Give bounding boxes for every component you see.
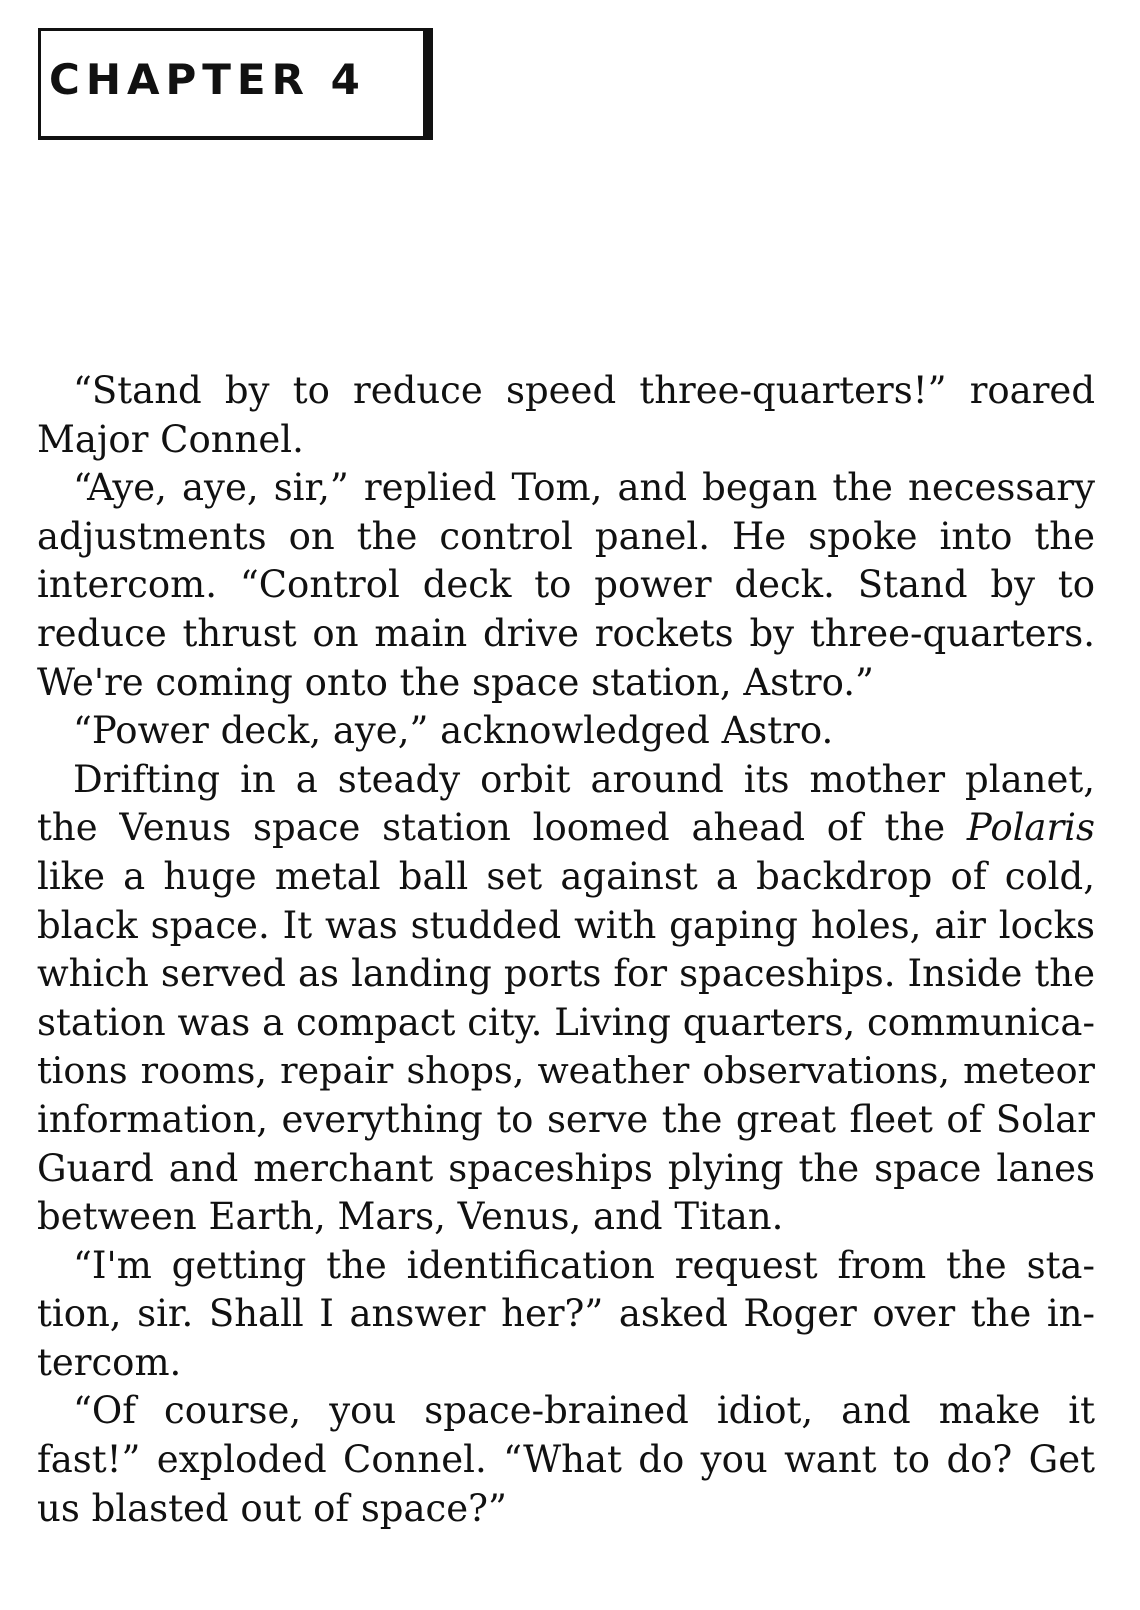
text-line bbox=[37, 1047, 1095, 1096]
text-line bbox=[37, 999, 1095, 1048]
text-line-content: which served as landing ports for spaceships. Inside the bbox=[37, 952, 1095, 996]
text-line-content: “Of course, you space-brained idiot, and make it bbox=[73, 1389, 1095, 1433]
text-line bbox=[37, 853, 1095, 902]
text-line-content: “Aye, aye, sir,” replied Tom, and began the necessary bbox=[73, 466, 1095, 510]
text-line bbox=[37, 367, 1095, 416]
italic-ship-name: Polaris bbox=[966, 806, 1095, 850]
chapter-title: CHAPTER 4 bbox=[49, 55, 366, 104]
text-line bbox=[37, 950, 1095, 999]
text-line bbox=[37, 610, 1095, 659]
text-line bbox=[37, 1485, 1095, 1534]
text-line bbox=[37, 464, 1095, 513]
text-line-content: Major Connel. bbox=[37, 417, 304, 461]
text-line bbox=[37, 416, 1095, 465]
text-line bbox=[37, 902, 1095, 951]
text-line bbox=[37, 561, 1095, 610]
text-line-content: Guard and merchant spaceships plying the space lanes bbox=[37, 1146, 1095, 1190]
text-line-content: Drifting in a steady orbit around its mother planet, bbox=[73, 757, 1095, 801]
text-line-content: station was a compact city. Living quarters, communica- bbox=[37, 1000, 1095, 1044]
text-line bbox=[37, 804, 1095, 853]
text-line-content: like a huge metal ball set against a backdrop of cold, bbox=[37, 854, 1095, 898]
text-line-content: “Stand by to reduce speed three-quarters!” roared bbox=[73, 369, 1095, 412]
text-line-content: fast!” exploded Connel. “What do you want to do? Get bbox=[37, 1438, 1095, 1482]
chapter-heading-box bbox=[38, 28, 433, 140]
text-line-content: between Earth, Mars, Venus, and Titan. bbox=[37, 1195, 784, 1239]
text-line-content: reduce thrust on main drive rockets by three-quarters. bbox=[37, 611, 1095, 655]
text-line-content: “I'm getting the identification request from the sta- bbox=[73, 1243, 1095, 1287]
text-line-content: “Power deck, aye,” acknowledged Astro. bbox=[73, 709, 834, 753]
text-line-content: the Venus space station loomed ahead of the bbox=[37, 806, 967, 850]
text-line-content: information, everything to serve the great fleet of Solar bbox=[37, 1097, 1095, 1141]
text-line bbox=[37, 1145, 1095, 1194]
text-line bbox=[37, 1387, 1095, 1436]
text-line bbox=[37, 1436, 1095, 1485]
text-line bbox=[37, 707, 1095, 756]
text-line bbox=[37, 756, 1095, 805]
text-line bbox=[37, 513, 1095, 562]
text-line-content: We're coming onto the space station, Astro.” bbox=[37, 660, 874, 704]
text-line-content: tercom. bbox=[37, 1340, 182, 1384]
text-line bbox=[37, 1242, 1095, 1291]
text-line-content: us blasted out of space?” bbox=[37, 1486, 507, 1530]
text-line bbox=[37, 1290, 1095, 1339]
text-line bbox=[37, 659, 1095, 708]
chapter-body-text bbox=[37, 367, 1095, 1533]
text-line-content: tions rooms, repair shops, weather observations, meteor bbox=[37, 1049, 1095, 1093]
text-line-content: tion, sir. Shall I answer her?” asked Roger over the in- bbox=[37, 1292, 1095, 1336]
text-line-content: adjustments on the control panel. He spoke into the bbox=[37, 514, 1095, 558]
text-line bbox=[37, 1193, 1095, 1242]
text-line-content: intercom. “Control deck to power deck. Stand by to bbox=[37, 563, 1095, 607]
text-line-content: black space. It was studded with gaping holes, air locks bbox=[37, 903, 1095, 947]
text-line bbox=[37, 1096, 1095, 1145]
text-line bbox=[37, 1339, 1095, 1388]
